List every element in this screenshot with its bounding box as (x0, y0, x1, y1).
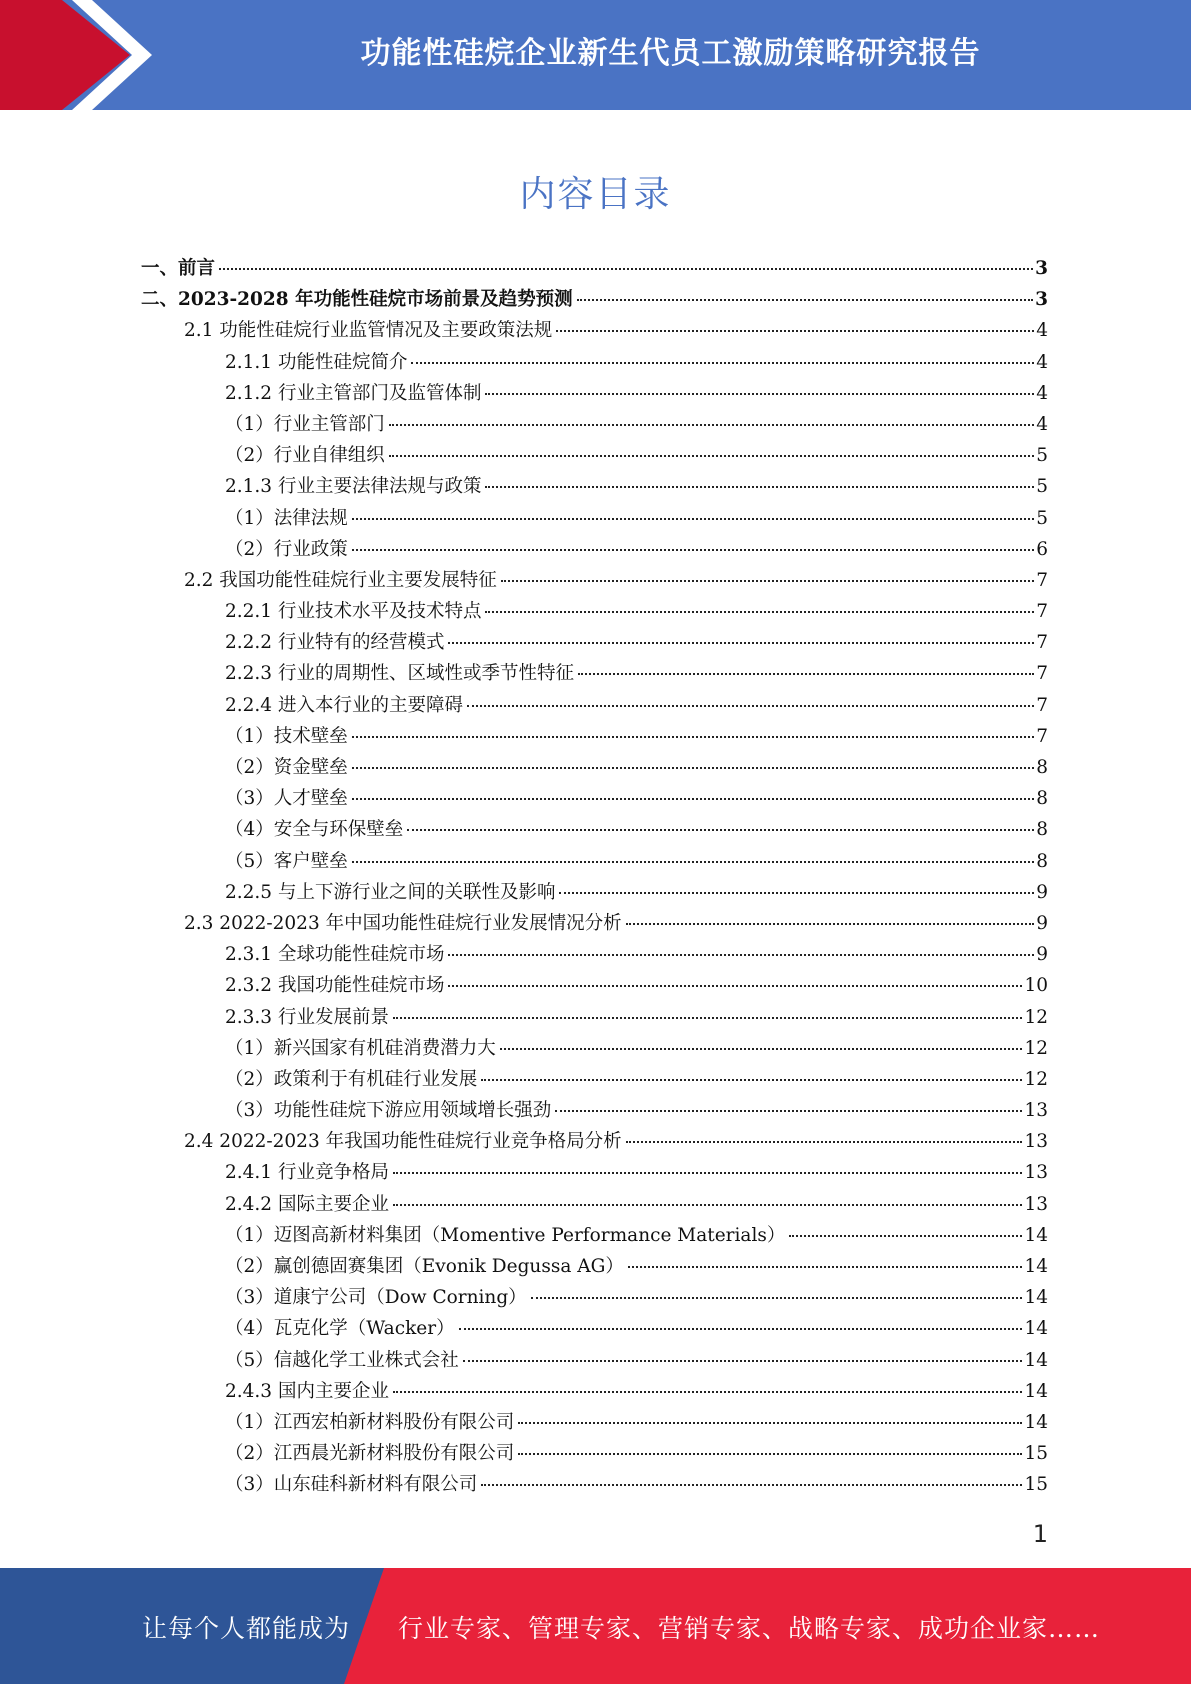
toc-entry-label: 2.3 2022-2023 年中国功能性硅烷行业发展情况分析 (184, 912, 622, 934)
toc-entry[interactable] (141, 691, 1048, 722)
toc-entry[interactable] (141, 285, 1048, 316)
toc-entry-page: 14 (1024, 1287, 1048, 1309)
footer-slogan-right: 行业专家、管理专家、营销专家、战略专家、成功企业家…… (398, 1614, 1101, 1643)
toc-entry-label: （1）法律法规 (225, 507, 348, 529)
toc-dot-leader (352, 861, 1034, 863)
toc-entry[interactable] (141, 1127, 1048, 1158)
toc-entry-page: 12 (1024, 1037, 1048, 1059)
toc-entry[interactable] (141, 566, 1048, 597)
page-footer (0, 1568, 1191, 1684)
toc-dot-leader (467, 705, 1034, 707)
toc-entry[interactable] (141, 909, 1048, 940)
toc-entry[interactable] (141, 1096, 1048, 1127)
toc-entry-label: 2.3.1 全球功能性硅烷市场 (225, 944, 445, 966)
toc-entry[interactable] (141, 1439, 1048, 1470)
toc-dot-leader (501, 580, 1034, 582)
toc-entry-label: （2）政策利于有机硅行业发展 (225, 1068, 478, 1090)
footer-slogan-left: 让每个人都能成为 (142, 1614, 351, 1643)
toc-dot-leader (559, 892, 1034, 894)
toc-entry-label: 2.1.3 行业主要法律法规与政策 (225, 476, 482, 498)
toc-entry-page: 4 (1036, 351, 1048, 373)
toc-dot-leader (556, 330, 1034, 332)
toc-dot-leader (393, 1391, 1022, 1393)
toc-dot-leader (393, 1204, 1022, 1206)
toc-dot-leader (481, 1484, 1022, 1486)
toc-dot-leader (518, 1453, 1022, 1455)
toc-entry-page: 10 (1024, 975, 1048, 997)
toc-entry-label: （2）江西晨光新材料股份有限公司 (225, 1443, 515, 1465)
toc-entry-label: 2.2 我国功能性硅烷行业主要发展特征 (184, 569, 497, 591)
toc-dot-leader (393, 1017, 1022, 1019)
toc-entry-page: 7 (1036, 601, 1048, 623)
toc-entry-page: 12 (1024, 1006, 1048, 1028)
toc-dot-leader (448, 985, 1022, 987)
toc-entry-page: 5 (1036, 445, 1048, 467)
toc-dot-leader (463, 1360, 1023, 1362)
toc-entry[interactable] (141, 597, 1048, 628)
toc-entry-label: 2.2.2 行业特有的经营模式 (225, 632, 445, 654)
toc-entry-label: （1）江西宏柏新材料股份有限公司 (225, 1411, 515, 1433)
toc-dot-leader (352, 767, 1034, 769)
toc-entry-page: 3 (1035, 289, 1048, 311)
toc-entry[interactable] (141, 971, 1048, 1002)
toc-dot-leader (578, 673, 1034, 675)
toc-dot-leader (448, 954, 1034, 956)
toc-entry-page: 8 (1036, 819, 1048, 841)
toc-dot-leader (628, 1266, 1023, 1268)
page-number: 1 (1032, 1520, 1048, 1548)
toc-dot-leader (518, 1422, 1022, 1424)
toc-entry-label: （3）山东硅科新材料有限公司 (225, 1474, 478, 1496)
toc-dot-leader (555, 1110, 1022, 1112)
toc-entry-page: 4 (1036, 413, 1048, 435)
toc-entry-page: 14 (1024, 1411, 1048, 1433)
toc-entry-page: 13 (1024, 1193, 1048, 1215)
toc-entry-label: （4）安全与环保壁垒 (225, 819, 404, 841)
toc-entry-label: （4）瓦克化学（Wacker） (225, 1318, 455, 1340)
toc-entry-page: 7 (1036, 663, 1048, 685)
toc-title: 内容目录 (519, 174, 672, 215)
toc-entry-page: 9 (1036, 912, 1048, 934)
toc-entry-page: 5 (1036, 476, 1048, 498)
toc-entry-page: 5 (1036, 507, 1048, 529)
toc-entry[interactable] (141, 1252, 1048, 1283)
toc-entry[interactable] (141, 878, 1048, 909)
toc-entry-label: 2.2.5 与上下游行业之间的关联性及影响 (225, 881, 556, 903)
toc-entry[interactable] (141, 847, 1048, 878)
toc-dot-leader (481, 1079, 1022, 1081)
toc-entry-page: 8 (1036, 788, 1048, 810)
toc-entry-label: 2.2.4 进入本行业的主要障碍 (225, 694, 463, 716)
toc-dot-leader (389, 424, 1034, 426)
toc-entry-page: 4 (1036, 320, 1048, 342)
toc-entry[interactable] (141, 753, 1048, 784)
toc-dot-leader (626, 923, 1035, 925)
toc-entry[interactable] (141, 1283, 1048, 1314)
toc-entry-label: 2.2.1 行业技术水平及技术特点 (225, 601, 482, 623)
toc-entry[interactable] (141, 722, 1048, 753)
toc-entry[interactable] (141, 659, 1048, 690)
toc-entry-label: 2.4 2022-2023 年我国功能性硅烷行业竞争格局分析 (184, 1131, 622, 1153)
toc-entry-label: 2.2.3 行业的周期性、区域性或季节性特征 (225, 663, 574, 685)
toc-dot-leader (389, 455, 1034, 457)
toc-entry[interactable] (141, 1034, 1048, 1065)
toc-entry[interactable] (141, 441, 1048, 472)
toc-dot-leader (219, 268, 1033, 270)
toc-entry-label: 2.1.2 行业主管部门及监管体制 (225, 382, 482, 404)
toc-entry-label: （2）行业政策 (225, 538, 348, 560)
toc-entry-page: 13 (1024, 1100, 1048, 1122)
toc-entry-page: 4 (1036, 382, 1048, 404)
toc-entry[interactable] (141, 1190, 1048, 1221)
toc-entry-page: 7 (1036, 725, 1048, 747)
toc-entry-label: 一、前言 (141, 258, 216, 279)
toc-entry-label: （1）行业主管部门 (225, 413, 385, 435)
toc-entry-page: 9 (1036, 881, 1048, 903)
toc-entry-page: 7 (1036, 694, 1048, 716)
toc-entry[interactable] (141, 348, 1048, 379)
toc-dot-leader (393, 1172, 1022, 1174)
toc-entry[interactable] (141, 628, 1048, 659)
toc-dot-leader (448, 642, 1034, 644)
toc-entry[interactable] (141, 1377, 1048, 1408)
toc-entry[interactable] (141, 1470, 1048, 1501)
toc-entry[interactable] (141, 472, 1048, 503)
toc-entry-page: 6 (1036, 538, 1048, 560)
toc-entry-label: （1）迈图高新材料集团（Momentive Performance Materials） (225, 1224, 786, 1246)
toc-entry-page: 14 (1024, 1318, 1048, 1340)
toc-entry-label: 2.1.1 功能性硅烷简介 (225, 351, 408, 373)
page-header (0, 0, 1191, 110)
toc-entry-page: 15 (1024, 1474, 1048, 1496)
toc-entry-label: 2.4.3 国内主要企业 (225, 1380, 389, 1402)
toc-entry[interactable] (141, 1408, 1048, 1439)
toc-dot-leader (459, 1328, 1023, 1330)
toc-entry-label: （3）人才壁垒 (225, 788, 348, 810)
toc-entry[interactable] (141, 254, 1048, 285)
toc-entry[interactable] (141, 504, 1048, 535)
toc-entry-page: 7 (1036, 569, 1048, 591)
toc-entry[interactable] (141, 379, 1048, 410)
toc-entry-page: 15 (1024, 1443, 1048, 1465)
toc-entry-label: （5）信越化学工业株式会社 (225, 1349, 459, 1371)
toc-entry-label: 二、2023-2028 年功能性硅烷市场前景及趋势预测 (141, 289, 573, 311)
toc-entry-label: （5）客户壁垒 (225, 850, 348, 872)
toc-entry-page: 8 (1036, 850, 1048, 872)
toc-entry-page: 14 (1024, 1380, 1048, 1402)
toc-entry-label: （3）道康宁公司（Dow Corning） (225, 1287, 527, 1309)
toc-entry-label: （1）技术壁垒 (225, 725, 348, 747)
toc-entry-label: 2.3.3 行业发展前景 (225, 1006, 389, 1028)
toc-entry[interactable] (141, 1158, 1048, 1189)
toc-entry[interactable] (141, 940, 1048, 971)
toc-dot-leader (531, 1297, 1023, 1299)
toc-entry-page: 14 (1024, 1224, 1048, 1246)
toc-entry-label: （2）行业自律组织 (225, 445, 385, 467)
toc-entry-page: 13 (1024, 1162, 1048, 1184)
toc-entry-label: （2）资金壁垒 (225, 757, 348, 778)
toc-entry-page: 3 (1035, 258, 1048, 279)
toc-entry-label: （1）新兴国家有机硅消费潜力大 (225, 1037, 496, 1059)
toc-dot-leader (485, 611, 1034, 613)
toc-entry-page: 13 (1024, 1131, 1048, 1153)
toc-dot-leader (352, 736, 1034, 738)
toc-dot-leader (407, 829, 1034, 831)
toc-entry-label: 2.4.1 行业竞争格局 (225, 1162, 389, 1184)
toc-entry-page: 9 (1036, 944, 1048, 966)
toc-dot-leader (485, 486, 1034, 488)
toc-dot-leader (411, 362, 1034, 364)
toc-entry-label: （3）功能性硅烷下游应用领域增长强劲 (225, 1100, 552, 1122)
toc-entry-label: 2.1 功能性硅烷行业监管情况及主要政策法规 (184, 320, 553, 342)
toc-dot-leader (626, 1141, 1023, 1143)
toc-entry-page: 12 (1024, 1068, 1048, 1090)
toc-entry[interactable] (141, 1346, 1048, 1377)
toc-dot-leader (789, 1235, 1022, 1237)
toc-entry-page: 14 (1024, 1349, 1048, 1371)
toc-dot-leader (500, 1048, 1023, 1050)
toc-entry[interactable] (141, 1065, 1048, 1096)
toc-entry[interactable] (141, 1314, 1048, 1345)
toc-entry-label: 2.3.2 我国功能性硅烷市场 (225, 975, 445, 997)
toc-entry[interactable] (141, 535, 1048, 566)
toc-dot-leader (485, 393, 1034, 395)
toc-entry[interactable] (141, 410, 1048, 441)
header-title: 功能性硅烷企业新生代员工激励策略研究报告 (360, 36, 981, 71)
toc-entry[interactable] (141, 1003, 1048, 1034)
toc-entry-label: 2.4.2 国际主要企业 (225, 1193, 389, 1215)
toc-entry-page: 7 (1036, 632, 1048, 654)
toc-dot-leader (352, 549, 1034, 551)
toc-dot-leader (577, 299, 1034, 301)
toc-entry[interactable] (141, 1221, 1048, 1252)
toc-dot-leader (352, 798, 1034, 800)
table-of-contents (141, 254, 1048, 1502)
toc-entry-label: （2）赢创德固赛集团（Evonik Degussa AG） (225, 1256, 624, 1277)
toc-entry-page: 8 (1036, 757, 1048, 778)
toc-entry[interactable] (141, 784, 1048, 815)
toc-entry[interactable] (141, 815, 1048, 846)
toc-entry-page: 14 (1024, 1256, 1048, 1277)
toc-dot-leader (352, 518, 1034, 520)
toc-entry[interactable] (141, 316, 1048, 347)
